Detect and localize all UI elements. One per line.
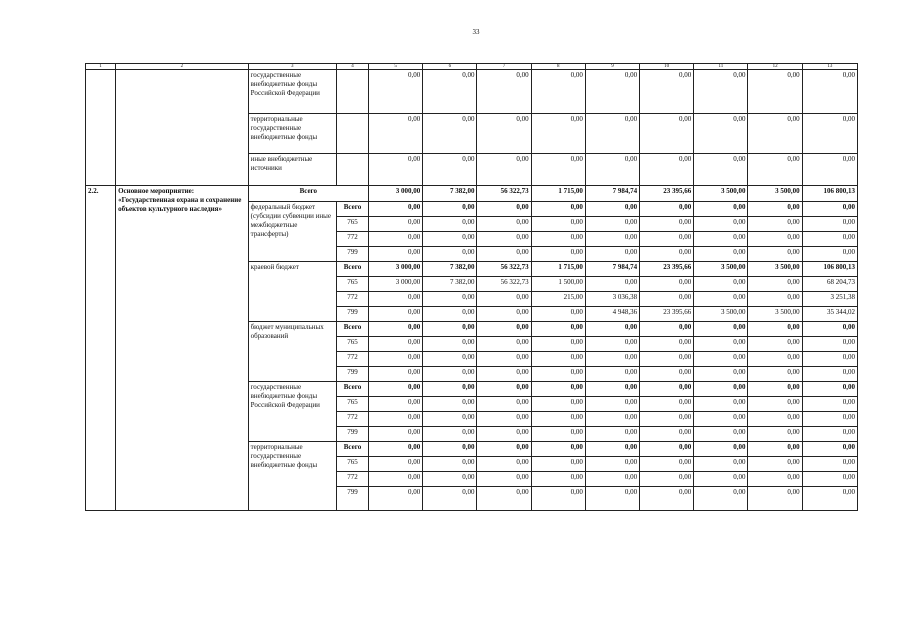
value-cell: 0,00 — [585, 322, 639, 337]
value-cell: 0,00 — [369, 337, 423, 352]
value-cell: 0,00 — [531, 457, 585, 472]
value-cell: 0,00 — [423, 457, 477, 472]
value-cell: 0,00 — [694, 114, 748, 154]
value-cell: 3 000,00 — [369, 277, 423, 292]
value-cell: 7 382,00 — [423, 262, 477, 277]
value-cell: 0,00 — [585, 382, 639, 397]
value-cell: 0,00 — [477, 202, 531, 217]
value-cell: 0,00 — [531, 70, 585, 114]
column-number: 1 — [86, 64, 116, 70]
source-cell: территориальные государственные внебюджетные фонды — [248, 114, 336, 154]
value-cell: 0,00 — [531, 232, 585, 247]
value-cell: 0,00 — [694, 154, 748, 186]
empty-title-cell — [116, 70, 249, 186]
value-cell: 0,00 — [423, 322, 477, 337]
value-cell: 0,00 — [369, 217, 423, 232]
value-cell: 0,00 — [640, 487, 694, 511]
value-cell: 0,00 — [694, 337, 748, 352]
value-cell: 0,00 — [477, 367, 531, 382]
code-cell: Всего — [336, 382, 368, 397]
value-cell: 0,00 — [802, 322, 857, 337]
column-number: 9 — [585, 64, 639, 70]
value-cell: 0,00 — [802, 427, 857, 442]
value-cell: 0,00 — [640, 202, 694, 217]
value-cell: 1 715,00 — [531, 262, 585, 277]
value-cell: 0,00 — [585, 367, 639, 382]
value-cell: 0,00 — [748, 442, 802, 457]
value-cell: 0,00 — [531, 352, 585, 367]
value-cell: 0,00 — [423, 367, 477, 382]
value-cell: 0,00 — [694, 412, 748, 427]
value-cell: 0,00 — [477, 487, 531, 511]
code-cell: Всего — [336, 442, 368, 457]
value-cell: 7 382,00 — [423, 186, 477, 202]
value-cell: 0,00 — [369, 70, 423, 114]
page-number: 33 — [472, 28, 480, 36]
value-cell: 3 000,00 — [369, 262, 423, 277]
section-number: 2.2. — [86, 186, 116, 511]
code-cell: Всего — [336, 262, 368, 277]
value-cell: 0,00 — [531, 487, 585, 511]
value-cell: 0,00 — [640, 442, 694, 457]
value-cell: 0,00 — [640, 247, 694, 262]
value-cell: 0,00 — [531, 472, 585, 487]
value-cell: 0,00 — [585, 202, 639, 217]
value-cell: 0,00 — [802, 232, 857, 247]
column-number: 7 — [477, 64, 531, 70]
value-cell: 7 382,00 — [423, 277, 477, 292]
source-cell: государственные внебюджетные фонды Российской Федерации — [248, 70, 336, 114]
value-cell: 3 500,00 — [748, 186, 802, 202]
value-cell: 0,00 — [423, 382, 477, 397]
value-cell: 0,00 — [802, 154, 857, 186]
section-total-row — [86, 186, 858, 202]
value-cell: 4 948,36 — [585, 307, 639, 322]
value-cell: 68 204,73 — [802, 277, 857, 292]
value-cell: 0,00 — [640, 337, 694, 352]
value-cell: 0,00 — [640, 322, 694, 337]
value-cell: 0,00 — [802, 472, 857, 487]
column-number: 6 — [423, 64, 477, 70]
value-cell: 0,00 — [585, 442, 639, 457]
table-row — [86, 70, 858, 114]
value-cell: 0,00 — [369, 307, 423, 322]
value-cell: 3 500,00 — [694, 307, 748, 322]
value-cell: 0,00 — [748, 70, 802, 114]
value-cell: 3 500,00 — [748, 307, 802, 322]
value-cell: 0,00 — [802, 367, 857, 382]
section-title: Основное мероприятие: «Государственная охрана и сохранение объектов культурного наследия» — [116, 186, 249, 511]
value-cell: 23 395,66 — [640, 186, 694, 202]
value-cell: 0,00 — [531, 154, 585, 186]
value-cell: 0,00 — [477, 322, 531, 337]
value-cell: 0,00 — [585, 397, 639, 412]
source-cell: федеральный бюджет (субсидии субвенции иные межбюджетные трансферты) — [248, 202, 336, 262]
code-cell — [336, 114, 368, 154]
value-cell: 0,00 — [640, 472, 694, 487]
value-cell: 0,00 — [802, 337, 857, 352]
code-cell — [336, 70, 368, 114]
code-cell: 772 — [336, 352, 368, 367]
value-cell: 0,00 — [423, 232, 477, 247]
value-cell: 0,00 — [423, 397, 477, 412]
value-cell: 0,00 — [369, 322, 423, 337]
value-cell: 0,00 — [748, 232, 802, 247]
value-cell: 0,00 — [748, 202, 802, 217]
value-cell: 0,00 — [640, 412, 694, 427]
value-cell: 0,00 — [640, 154, 694, 186]
column-number: 4 — [336, 64, 368, 70]
value-cell: 23 395,66 — [640, 262, 694, 277]
value-cell: 0,00 — [369, 427, 423, 442]
source-cell: иные внебюджетные источники — [248, 154, 336, 186]
value-cell: 0,00 — [694, 367, 748, 382]
source-cell: бюджет муниципальных образований — [248, 322, 336, 382]
value-cell: 56 322,73 — [477, 277, 531, 292]
value-cell: 0,00 — [477, 442, 531, 457]
value-cell: 0,00 — [531, 322, 585, 337]
value-cell: 0,00 — [531, 202, 585, 217]
code-cell: 765 — [336, 457, 368, 472]
value-cell: 0,00 — [477, 397, 531, 412]
value-cell: 0,00 — [369, 114, 423, 154]
value-cell: 3 036,38 — [585, 292, 639, 307]
value-cell: 0,00 — [802, 202, 857, 217]
value-cell: 0,00 — [640, 114, 694, 154]
value-cell: 0,00 — [748, 397, 802, 412]
value-cell: 0,00 — [694, 247, 748, 262]
value-cell: 1 500,00 — [531, 277, 585, 292]
code-cell — [336, 154, 368, 186]
value-cell: 0,00 — [423, 114, 477, 154]
column-number: 13 — [802, 64, 857, 70]
value-cell: 0,00 — [748, 114, 802, 154]
column-number: 11 — [694, 64, 748, 70]
value-cell: 0,00 — [585, 70, 639, 114]
value-cell: 0,00 — [694, 322, 748, 337]
value-cell: 0,00 — [423, 247, 477, 262]
column-number: 2 — [116, 64, 249, 70]
value-cell: 0,00 — [369, 247, 423, 262]
value-cell: 0,00 — [531, 382, 585, 397]
value-cell: 0,00 — [585, 472, 639, 487]
value-cell: 0,00 — [477, 382, 531, 397]
value-cell: 0,00 — [531, 412, 585, 427]
value-cell: 106 800,13 — [802, 262, 857, 277]
value-cell: 0,00 — [369, 412, 423, 427]
value-cell: 0,00 — [802, 217, 857, 232]
value-cell: 0,00 — [531, 247, 585, 262]
code-cell: 772 — [336, 292, 368, 307]
value-cell: 56 322,73 — [477, 262, 531, 277]
code-cell: 765 — [336, 337, 368, 352]
value-cell: 0,00 — [748, 457, 802, 472]
value-cell: 0,00 — [585, 427, 639, 442]
value-cell: 0,00 — [477, 292, 531, 307]
value-cell: 0,00 — [748, 217, 802, 232]
value-cell: 7 984,74 — [585, 262, 639, 277]
column-number: 3 — [248, 64, 336, 70]
value-cell: 0,00 — [531, 217, 585, 232]
value-cell: 0,00 — [369, 232, 423, 247]
value-cell: 0,00 — [640, 292, 694, 307]
value-cell: 0,00 — [748, 382, 802, 397]
value-cell: 0,00 — [369, 382, 423, 397]
value-cell: 3 251,38 — [802, 292, 857, 307]
value-cell: 0,00 — [640, 70, 694, 114]
value-cell: 0,00 — [369, 397, 423, 412]
column-number: 10 — [640, 64, 694, 70]
code-cell: 765 — [336, 397, 368, 412]
value-cell: 0,00 — [423, 307, 477, 322]
value-cell: 3 500,00 — [694, 186, 748, 202]
value-cell: 0,00 — [369, 487, 423, 511]
value-cell: 0,00 — [423, 154, 477, 186]
value-cell: 0,00 — [748, 322, 802, 337]
value-cell: 0,00 — [694, 427, 748, 442]
value-cell: 0,00 — [694, 397, 748, 412]
value-cell: 0,00 — [585, 247, 639, 262]
value-cell: 0,00 — [802, 114, 857, 154]
value-cell: 0,00 — [802, 442, 857, 457]
code-cell: 799 — [336, 307, 368, 322]
value-cell: 0,00 — [694, 382, 748, 397]
value-cell: 0,00 — [585, 217, 639, 232]
value-cell: 0,00 — [369, 442, 423, 457]
value-cell: 0,00 — [694, 217, 748, 232]
value-cell: 0,00 — [477, 412, 531, 427]
value-cell: 0,00 — [802, 382, 857, 397]
value-cell: 0,00 — [748, 277, 802, 292]
value-cell: 0,00 — [640, 397, 694, 412]
value-cell: 0,00 — [748, 337, 802, 352]
code-cell: 799 — [336, 427, 368, 442]
value-cell: 0,00 — [423, 202, 477, 217]
code-cell: 799 — [336, 247, 368, 262]
value-cell: 0,00 — [802, 487, 857, 511]
value-cell: 0,00 — [640, 277, 694, 292]
value-cell: 0,00 — [640, 217, 694, 232]
value-cell: 0,00 — [423, 70, 477, 114]
code-cell: 765 — [336, 217, 368, 232]
column-number: 8 — [531, 64, 585, 70]
value-cell: 0,00 — [423, 337, 477, 352]
value-cell: 0,00 — [694, 202, 748, 217]
budget-table — [85, 63, 858, 511]
source-cell: государственные внебюджетные фонды Российской Федерации — [248, 382, 336, 442]
value-cell: 0,00 — [640, 457, 694, 472]
value-cell: 56 322,73 — [477, 186, 531, 202]
value-cell: 0,00 — [585, 154, 639, 186]
value-cell: 0,00 — [369, 352, 423, 367]
value-cell: 0,00 — [585, 114, 639, 154]
value-cell: 0,00 — [477, 247, 531, 262]
value-cell: 0,00 — [369, 154, 423, 186]
value-cell: 7 984,74 — [585, 186, 639, 202]
value-cell: 0,00 — [531, 442, 585, 457]
value-cell: 0,00 — [531, 307, 585, 322]
value-cell: 0,00 — [640, 382, 694, 397]
value-cell: 0,00 — [748, 154, 802, 186]
value-cell: 0,00 — [748, 352, 802, 367]
value-cell: 0,00 — [748, 292, 802, 307]
value-cell: 0,00 — [694, 292, 748, 307]
value-cell: 0,00 — [531, 427, 585, 442]
value-cell: 0,00 — [585, 457, 639, 472]
value-cell: 0,00 — [531, 337, 585, 352]
value-cell: 0,00 — [423, 427, 477, 442]
value-cell: 0,00 — [477, 307, 531, 322]
value-cell: 215,00 — [531, 292, 585, 307]
value-cell: 0,00 — [531, 367, 585, 382]
value-cell: 0,00 — [369, 292, 423, 307]
value-cell: 0,00 — [694, 232, 748, 247]
value-cell: 0,00 — [748, 412, 802, 427]
value-cell: 0,00 — [477, 457, 531, 472]
value-cell: 3 000,00 — [369, 186, 423, 202]
value-cell: 0,00 — [477, 114, 531, 154]
value-cell: 0,00 — [802, 397, 857, 412]
value-cell: 0,00 — [477, 70, 531, 114]
value-cell: 0,00 — [369, 457, 423, 472]
value-cell: 0,00 — [585, 352, 639, 367]
value-cell: 0,00 — [369, 472, 423, 487]
value-cell: 0,00 — [802, 412, 857, 427]
value-cell: 0,00 — [694, 487, 748, 511]
value-cell: 3 500,00 — [694, 262, 748, 277]
code-cell: Всего — [336, 322, 368, 337]
value-cell: 0,00 — [640, 352, 694, 367]
value-cell: 0,00 — [802, 352, 857, 367]
value-cell: 0,00 — [531, 397, 585, 412]
source-cell: территориальные государственные внебюджетные фонды — [248, 442, 336, 511]
code-cell: 799 — [336, 367, 368, 382]
value-cell: 0,00 — [748, 487, 802, 511]
value-cell: 0,00 — [585, 487, 639, 511]
value-cell: 0,00 — [640, 427, 694, 442]
value-cell: 0,00 — [802, 247, 857, 262]
empty-number-cell — [86, 70, 116, 186]
value-cell: 106 800,13 — [802, 186, 857, 202]
value-cell: 0,00 — [585, 232, 639, 247]
value-cell: 0,00 — [477, 232, 531, 247]
code-cell: Всего — [336, 202, 368, 217]
code-cell: 772 — [336, 472, 368, 487]
source-cell: краевой бюджет — [248, 262, 336, 322]
column-number: 12 — [748, 64, 802, 70]
value-cell: 1 715,00 — [531, 186, 585, 202]
code-cell: 765 — [336, 277, 368, 292]
column-number: 5 — [369, 64, 423, 70]
value-cell: 0,00 — [694, 277, 748, 292]
value-cell: 0,00 — [423, 217, 477, 232]
value-cell: 0,00 — [477, 217, 531, 232]
value-cell: 0,00 — [423, 487, 477, 511]
value-cell: 3 500,00 — [748, 262, 802, 277]
value-cell: 0,00 — [477, 154, 531, 186]
value-cell: 0,00 — [748, 427, 802, 442]
value-cell: 0,00 — [531, 114, 585, 154]
value-cell: 0,00 — [423, 292, 477, 307]
value-cell: 0,00 — [585, 412, 639, 427]
code-cell: 772 — [336, 232, 368, 247]
value-cell: 35 344,02 — [802, 307, 857, 322]
value-cell: 0,00 — [694, 442, 748, 457]
value-cell: 0,00 — [694, 472, 748, 487]
value-cell: 0,00 — [748, 472, 802, 487]
total-label: Всего — [248, 186, 368, 202]
value-cell: 0,00 — [694, 457, 748, 472]
value-cell: 0,00 — [369, 367, 423, 382]
value-cell: 0,00 — [748, 247, 802, 262]
value-cell: 0,00 — [694, 352, 748, 367]
value-cell: 0,00 — [477, 352, 531, 367]
value-cell: 0,00 — [802, 457, 857, 472]
value-cell: 0,00 — [585, 337, 639, 352]
value-cell: 0,00 — [694, 70, 748, 114]
value-cell: 0,00 — [802, 70, 857, 114]
value-cell: 0,00 — [640, 367, 694, 382]
value-cell: 0,00 — [477, 427, 531, 442]
code-cell: 772 — [336, 412, 368, 427]
value-cell: 0,00 — [423, 472, 477, 487]
value-cell: 0,00 — [369, 202, 423, 217]
value-cell: 0,00 — [423, 412, 477, 427]
value-cell: 0,00 — [748, 367, 802, 382]
value-cell: 0,00 — [477, 472, 531, 487]
value-cell: 0,00 — [477, 337, 531, 352]
value-cell: 0,00 — [423, 442, 477, 457]
value-cell: 23 395,66 — [640, 307, 694, 322]
value-cell: 0,00 — [585, 277, 639, 292]
value-cell: 0,00 — [423, 352, 477, 367]
value-cell: 0,00 — [640, 232, 694, 247]
code-cell: 799 — [336, 487, 368, 511]
